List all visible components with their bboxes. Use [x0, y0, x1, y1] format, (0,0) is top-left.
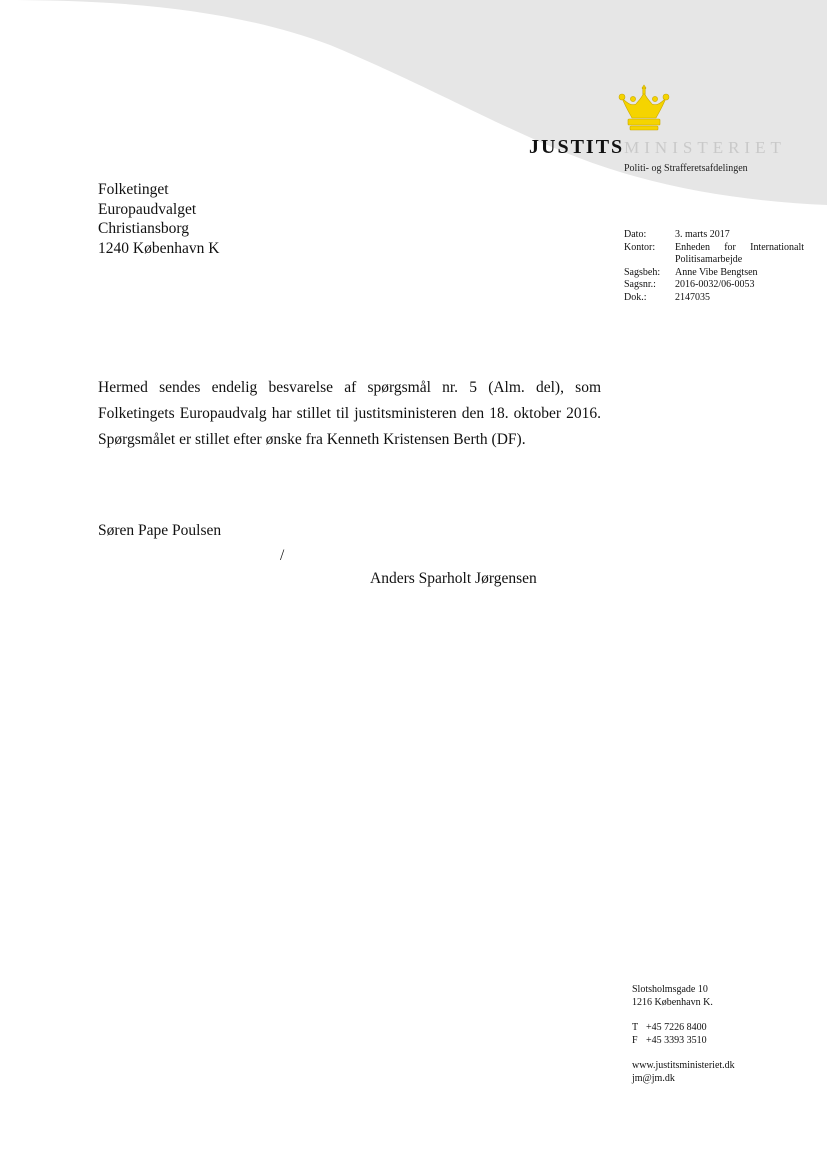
meta-office-cont — [624, 254, 804, 267]
ministry-contact-info — [632, 984, 735, 1086]
header-swoosh-shape — [0, 0, 827, 205]
email-link[interactable]: jm@jm.dk — [632, 1072, 675, 1084]
meta-label: Kontor: — [624, 241, 656, 253]
phone-label: T — [632, 1022, 639, 1034]
footer-address-line: Slotsholmsgade 10 — [632, 984, 708, 995]
meta-value: 3. marts 2017 — [675, 229, 730, 240]
fax-label: F — [632, 1034, 638, 1046]
recipient-line: Europaudvalget — [98, 200, 197, 218]
phone-number: +45 7226 8400 — [646, 1022, 707, 1034]
meta-document-number — [624, 292, 804, 305]
ministry-logo — [529, 136, 786, 159]
crown-icon — [616, 84, 672, 132]
department-name: Politi- og Strafferetsafdelingen — [624, 163, 748, 174]
logo-wordmark-light: MINISTERIET — [624, 138, 786, 157]
meta-office — [624, 242, 804, 255]
meta-label: Sagsnr.: — [624, 279, 656, 291]
footer-address-line: 1216 København K. — [632, 996, 713, 1008]
meta-value: 2016-0032/06-0053 — [675, 279, 755, 291]
meta-value: 2147035 — [675, 291, 710, 303]
footer-phone — [632, 1022, 735, 1035]
signature-name-secondary: Anders Sparholt Jørgensen — [370, 570, 537, 587]
recipient-address — [98, 180, 219, 258]
case-metadata — [624, 229, 804, 305]
logo-wordmark-bold: JUSTITS — [529, 136, 625, 158]
meta-value: Enheden for Internationalt — [675, 241, 804, 253]
meta-date — [624, 229, 804, 242]
signature-separator: / — [280, 547, 285, 564]
meta-handler — [624, 267, 804, 280]
meta-label: Sagsbeh: — [624, 266, 661, 278]
meta-label: Dato: — [624, 229, 647, 240]
recipient-line: Folketinget — [98, 181, 169, 198]
recipient-line: 1240 København K — [98, 239, 220, 257]
recipient-line: Christiansborg — [98, 220, 189, 237]
website-link[interactable]: www.justitsministeriet.dk — [632, 1060, 735, 1072]
header-swoosh — [0, 0, 827, 210]
meta-value: Anne Vibe Bengtsen — [675, 266, 758, 278]
fax-number: +45 3393 3510 — [646, 1034, 707, 1046]
meta-label: Dok.: — [624, 291, 647, 303]
footer-fax — [632, 1035, 735, 1048]
meta-value: Politisamarbejde — [675, 254, 743, 266]
meta-case-number — [624, 279, 804, 292]
signature-name-primary: Søren Pape Poulsen — [98, 522, 222, 539]
letter-body: Hermed sendes endelig besvarelse af spørgsmål nr. 5 (Alm. del), som Folketingets Europaudvalg har stillet til justitsministeren den 18. oktober 2016. Spørgsmålet er stillet efter ønske fra Kenneth Kristensen Berth (DF). — [98, 379, 601, 448]
